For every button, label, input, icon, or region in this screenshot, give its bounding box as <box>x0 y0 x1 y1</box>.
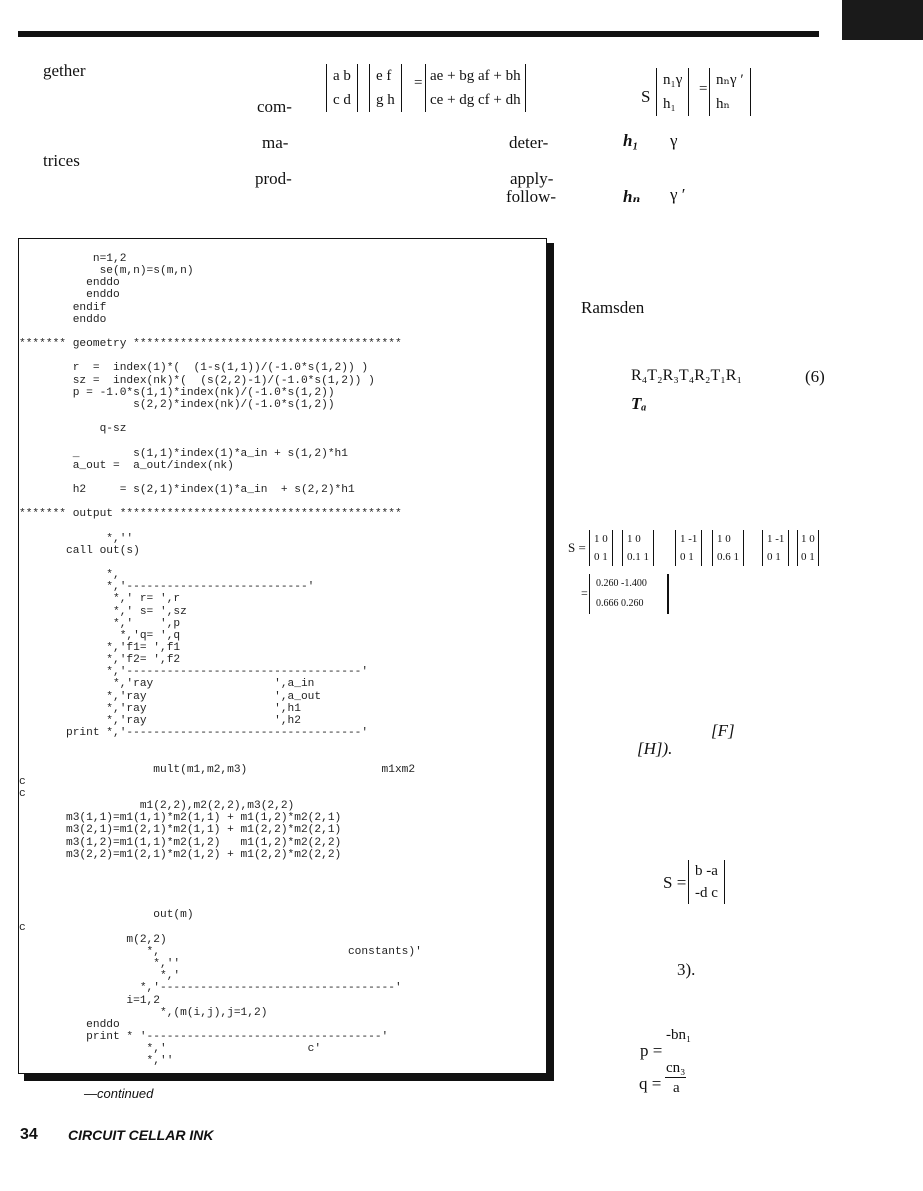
body-word: ma- <box>262 133 289 152</box>
body-word: gether <box>43 61 86 80</box>
symbol-gamma: γ <box>670 131 678 150</box>
body-word: trices <box>43 151 80 170</box>
matrix-2: 1 0 0.1 1 <box>622 530 654 566</box>
matrix-product-sequence: R₄T₂R₃T₄R₂T₁R₁ <box>631 367 743 384</box>
listing-caption: —continued <box>84 1086 154 1101</box>
matrix-1: 1 0 0 1 <box>589 530 613 566</box>
s-label: S = <box>663 873 687 892</box>
matrix-result: ae + bg af + bh ce + dg cf + dh <box>425 64 526 112</box>
q-label: q = <box>639 1074 662 1093</box>
equals-sign: = <box>699 81 708 97</box>
q-denominator: a <box>673 1080 680 1096</box>
magazine-name: CIRCUIT CELLAR INK <box>68 1127 214 1143</box>
ray-vector-left: n₁γ h₁ <box>656 68 689 116</box>
matrix-a: a b c d <box>326 64 358 112</box>
label-f: [F] <box>711 721 735 740</box>
symbol-hn: hₙ <box>623 187 641 206</box>
q-numerator: cn₃ <box>666 1060 686 1076</box>
symbol-ta: Tₐ <box>631 394 647 413</box>
equals-sign: = <box>414 75 423 91</box>
symbol-h1: h₁ <box>623 131 639 150</box>
symbol-gamma-prime: γ ′ <box>670 185 686 204</box>
label-h: [H]). <box>637 739 673 758</box>
matrix-bracket <box>667 574 669 614</box>
p-label: p = <box>640 1041 663 1060</box>
matrix-4: 1 0 0.6 1 <box>712 530 744 566</box>
body-word: prod- <box>255 169 292 188</box>
corner-tab <box>842 0 923 40</box>
listing-shadow <box>24 1074 554 1081</box>
matrix-5: 1 -1 0 1 <box>762 530 789 566</box>
p-numerator: -bn₁ <box>666 1027 692 1043</box>
inverse-matrix: b -a -d c <box>688 860 725 904</box>
top-rule <box>18 31 819 37</box>
matrix-6: 1 0 0 1 <box>797 530 819 566</box>
body-word: follow- <box>506 187 557 206</box>
s-label: S <box>641 87 651 106</box>
s-label: S = <box>568 540 586 555</box>
body-word: com- <box>257 97 292 116</box>
matrix-3: 1 -1 0 1 <box>675 530 702 566</box>
body-word: apply- <box>510 169 554 188</box>
code-listing <box>18 238 547 1074</box>
ray-vector-right: nₙγ ′ hₙ <box>709 68 751 116</box>
result-matrix: 0.260 -1.400 0.666 0.260 <box>589 574 653 614</box>
page-number: 34 <box>20 1126 38 1143</box>
ref-three: 3). <box>677 960 696 979</box>
listing-shadow <box>547 243 554 1081</box>
equation-number: (6) <box>805 367 825 386</box>
equals-sign: = <box>581 586 588 600</box>
body-word: deter- <box>509 133 549 152</box>
matrix-b: e f g h <box>369 64 402 112</box>
word-ramsden: Ramsden <box>581 298 645 317</box>
code-text: n=1,2 se(m,n)=s(m,n) enddo enddo endif enddo ******* geometry **************************************** r = index(1)*( (1-s(1,1))/(-1.0*s(1,2)) ) sz = index(nk)*( (s(2,2)-1)/(-1.0*s(1,2)) ) p = -1.0*s(1,1)*index(nk)/(-1.0*s(1,2)) s(2,2)*index(nk)/(-1.0*s(1,2)) q-sz _ s(1,1)*index(1)*a_in + s(1,2)*h1 a_out = a_out/index(nk) h2 = s(2,1)*index(1)*a_in + s(2,2)*h1 ******* output ****************************************** *,'' call out(s) *, *,'---------------------------' *,' r= ',r *,' s= ',sz *,' ',p *,'q= ',q *,'f1= ',f1 *,'f2= ',f2 *,'-----------------------------------' *,'ray ',a_in *,'ray ',a_out *,'ray ',h1 *,'ray ',h2 print *,'-----------------------------------' mult(m1,m2,m3) m1xm2 c c m1(2,2),m2(2,2),m3(2,2) m3(1,1)=m1(1,1)*m2(1,1) + m1(1,2)*m2(2,1) m3(2,1)=m1(2,1)*m2(1,1) + m1(2,2)*m2(2,1) m3(1,2)=m1(1,1)*m2(1,2) m1(1,2)*m2(2,2) m3(2,2)=m1(2,1)*m2(1,2) + m1(2,2)*m2(2,2) out(m) c m(2,2) *, constants)' *,'' *,' *,'-----------------------------------' i=1,2 *,(m(i,j),j=1,2) enddo print * '-----------------------------------' *,' c' *,'' <box>19 253 422 1068</box>
